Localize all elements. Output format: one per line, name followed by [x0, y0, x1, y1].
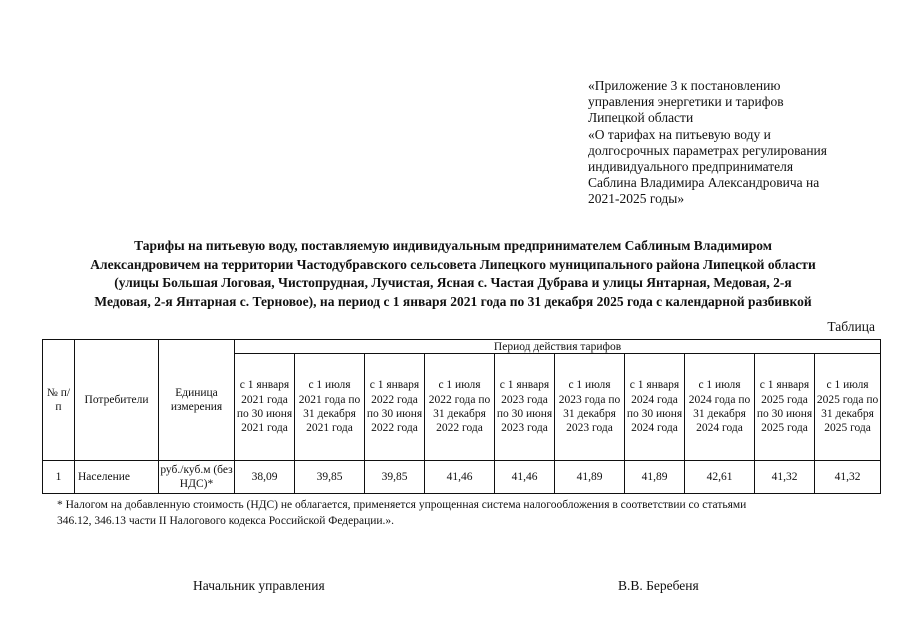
header-period: с 1 января 2024 года по 30 июня 2024 года [625, 354, 685, 461]
footnote [57, 497, 877, 529]
header-period: с 1 января 2021 года по 30 июня 2021 года [235, 354, 295, 461]
tariff-value: 41,32 [755, 461, 815, 494]
table-row [43, 461, 881, 494]
row-consumer: Население [75, 461, 159, 494]
appendix-line: управления энергетики и тарифов [588, 94, 784, 110]
header-period: с 1 июля 2024 года по 31 декабря 2024 года [685, 354, 755, 461]
title-line: Медовая, 2-я Янтарная с. Терновое), на период с 1 января 2021 года по 31 декабря 2025 года с календарной разбивкой [94, 293, 812, 309]
appendix-line: долгосрочных параметрах регулирования [588, 142, 827, 158]
appendix-line: индивидуального предпринимателя [588, 159, 794, 175]
tariff-value: 41,46 [495, 461, 555, 494]
header-period: с 1 января 2025 года по 30 июня 2025 года [755, 354, 815, 461]
appendix-line: Саблина Владимира Александровича на [588, 175, 820, 191]
signature-role: Начальник управления [193, 578, 325, 593]
header-consumers: Потребители [75, 340, 159, 461]
header-period: с 1 июля 2022 года по 31 декабря 2022 года [425, 354, 495, 461]
header-period: с 1 января 2023 года по 30 июня 2023 года [495, 354, 555, 461]
appendix-line: 2021-2025 годы» [588, 191, 685, 207]
row-num: 1 [43, 461, 75, 494]
tariff-value: 41,32 [815, 461, 881, 494]
header-num: № п/п [43, 340, 75, 461]
header-period: с 1 июля 2025 года по 31 декабря 2025 года [815, 354, 881, 461]
row-unit: руб./куб.м (без НДС)* [159, 461, 235, 494]
tariff-value: 39,85 [365, 461, 425, 494]
tariff-value: 41,89 [625, 461, 685, 494]
tariff-table [42, 339, 881, 494]
tariff-value: 42,61 [685, 461, 755, 494]
header-period-group: Период действия тарифов [235, 340, 881, 354]
header-period: с 1 июля 2023 года по 31 декабря 2023 года [555, 354, 625, 461]
title-line: (улицы Большая Логовая, Чистопрудная, Лучистая, Ясная с. Частая Дубрава и улицы Янтарная, Медовая, 2-я [114, 275, 792, 290]
header-unit: Единица измерения [159, 340, 235, 461]
document-title [20, 237, 886, 311]
appendix-note [588, 78, 888, 208]
tariff-value: 41,89 [555, 461, 625, 494]
title-line: Александровичем на территории Частодубравского сельсовета Липецкого муниципального района Липецкой области [90, 256, 816, 272]
table-caption: Таблица [827, 319, 875, 334]
title-line: Тарифы на питьевую воду, поставляемую индивидуальным предпринимателем Саблиным Владимиром [134, 238, 772, 253]
header-period: с 1 июля 2021 года по 31 декабря 2021 года [295, 354, 365, 461]
header-period: с 1 января 2022 года по 30 июня 2022 года [365, 354, 425, 461]
tariff-value: 39,85 [295, 461, 365, 494]
appendix-line: Липецкой области [588, 110, 694, 126]
appendix-line: «Приложение 3 к постановлению [588, 78, 781, 93]
footnote-line: * Налогом на добавленную стоимость (НДС) не облагается, применяется упрощенная система налогообложения в соответствии со статьями [57, 499, 747, 511]
tariff-value: 41,46 [425, 461, 495, 494]
signature-name: В.В. Беребеня [618, 578, 699, 593]
footnote-line: 346.12, 346.13 части II Налогового кодекса Российской Федерации.». [57, 515, 395, 527]
tariff-value: 38,09 [235, 461, 295, 494]
appendix-line: «О тарифах на питьевую воду и [588, 126, 771, 142]
